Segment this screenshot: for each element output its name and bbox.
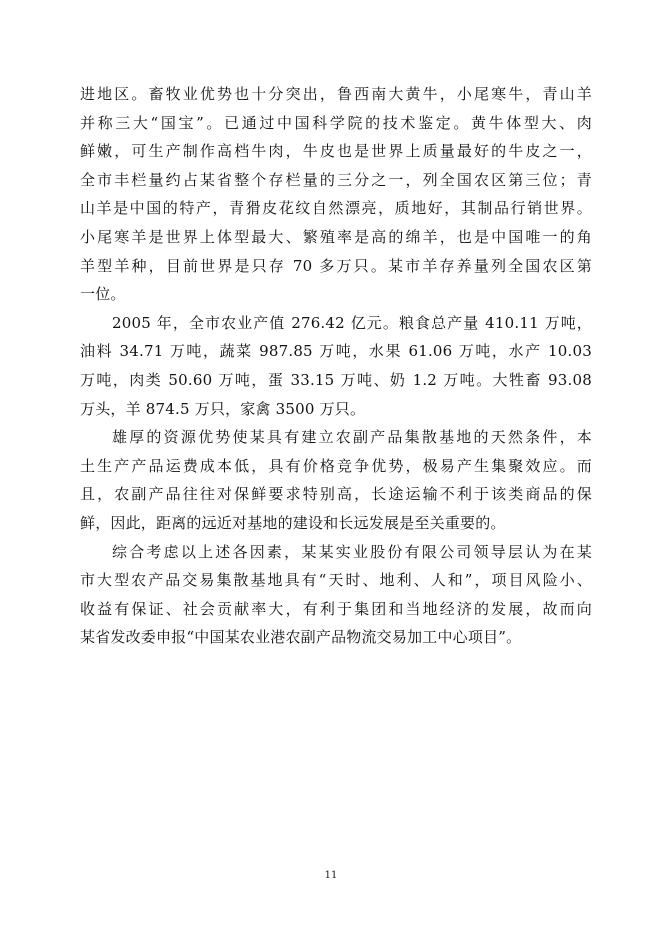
text-line: 雄厚的资源优势使某具有建立农副产品集散基地的天然条件，本	[112, 428, 592, 447]
text-line: 2005 年，全市农业产值 276.42 亿元。粮食总产量 410.11 万吨，	[112, 313, 592, 332]
text-line: 万吨，肉类 50.60 万吨，蛋 33.15 万吨、奶 1.2 万吨。大牲畜 93.08	[80, 370, 592, 389]
paragraph-production-2005	[80, 309, 592, 423]
paragraph-livestock	[80, 80, 592, 309]
body-text	[80, 80, 592, 652]
paragraph-conclusion	[80, 538, 592, 652]
text-line: 一位。	[80, 285, 126, 304]
text-line: 山羊是中国的特产，青猾皮花纹自然漂亮，质地好，其制品行销世界。	[80, 199, 592, 218]
page-number: 11	[324, 870, 338, 881]
text-line: 油料 34.71 万吨，蔬菜 987.85 万吨，水果 61.06 万吨，水产 10.03	[80, 342, 592, 361]
text-line: 万头，羊 874.5 万只，家禽 3500 万只。	[80, 399, 366, 418]
text-line: 鲜，因此，距离的远近对基地的建设和长远发展是至关重要的。	[80, 513, 506, 532]
text-line: 羊型羊种，目前世界是只存 70 多万只。某市羊存养量列全国农区第	[80, 256, 592, 275]
text-line: 综合考虑以上述各因素，某某实业股份有限公司领导层认为在某	[112, 542, 592, 561]
text-line: 小尾寒羊是世界上体型最大、繁殖率是高的绵羊，也是中国唯一的角	[80, 227, 592, 246]
text-line: 土生产产品运费成本低，具有价格竞争优势，极易产生集聚效应。而	[80, 456, 592, 475]
paragraph-resource-advantage	[80, 423, 592, 537]
text-line: 且，农副产品往往对保鲜要求特别高，长途运输不利于该类商品的保	[80, 485, 592, 504]
text-line: 进地区。畜牧业优势也十分突出，鲁西南大黄牛，小尾寒牛，青山羊	[80, 85, 592, 103]
text-line: 全市丰栏量约占某省整个存栏量的三分之一，列全国农区第三位；青	[80, 170, 592, 189]
text-line: 收益有保证、社会贡献率大，有利于集团和当地经济的发展，故而向	[80, 599, 592, 618]
text-line: 市大型农产品交易集散基地具有“天时、地利、人和”，项目风险小、	[80, 571, 592, 590]
text-line: 某省发改委申报“中国某农业港农副产品物流交易加工中心项目”。	[80, 628, 522, 647]
text-line: 鲜嫩，可生产制作高档牛肉，牛皮也是世界上质量最好的牛皮之一，	[80, 142, 592, 161]
text-line: 并称三大“国宝”。已通过中国科学院的技术鉴定。黄牛体型大、肉	[80, 113, 592, 132]
